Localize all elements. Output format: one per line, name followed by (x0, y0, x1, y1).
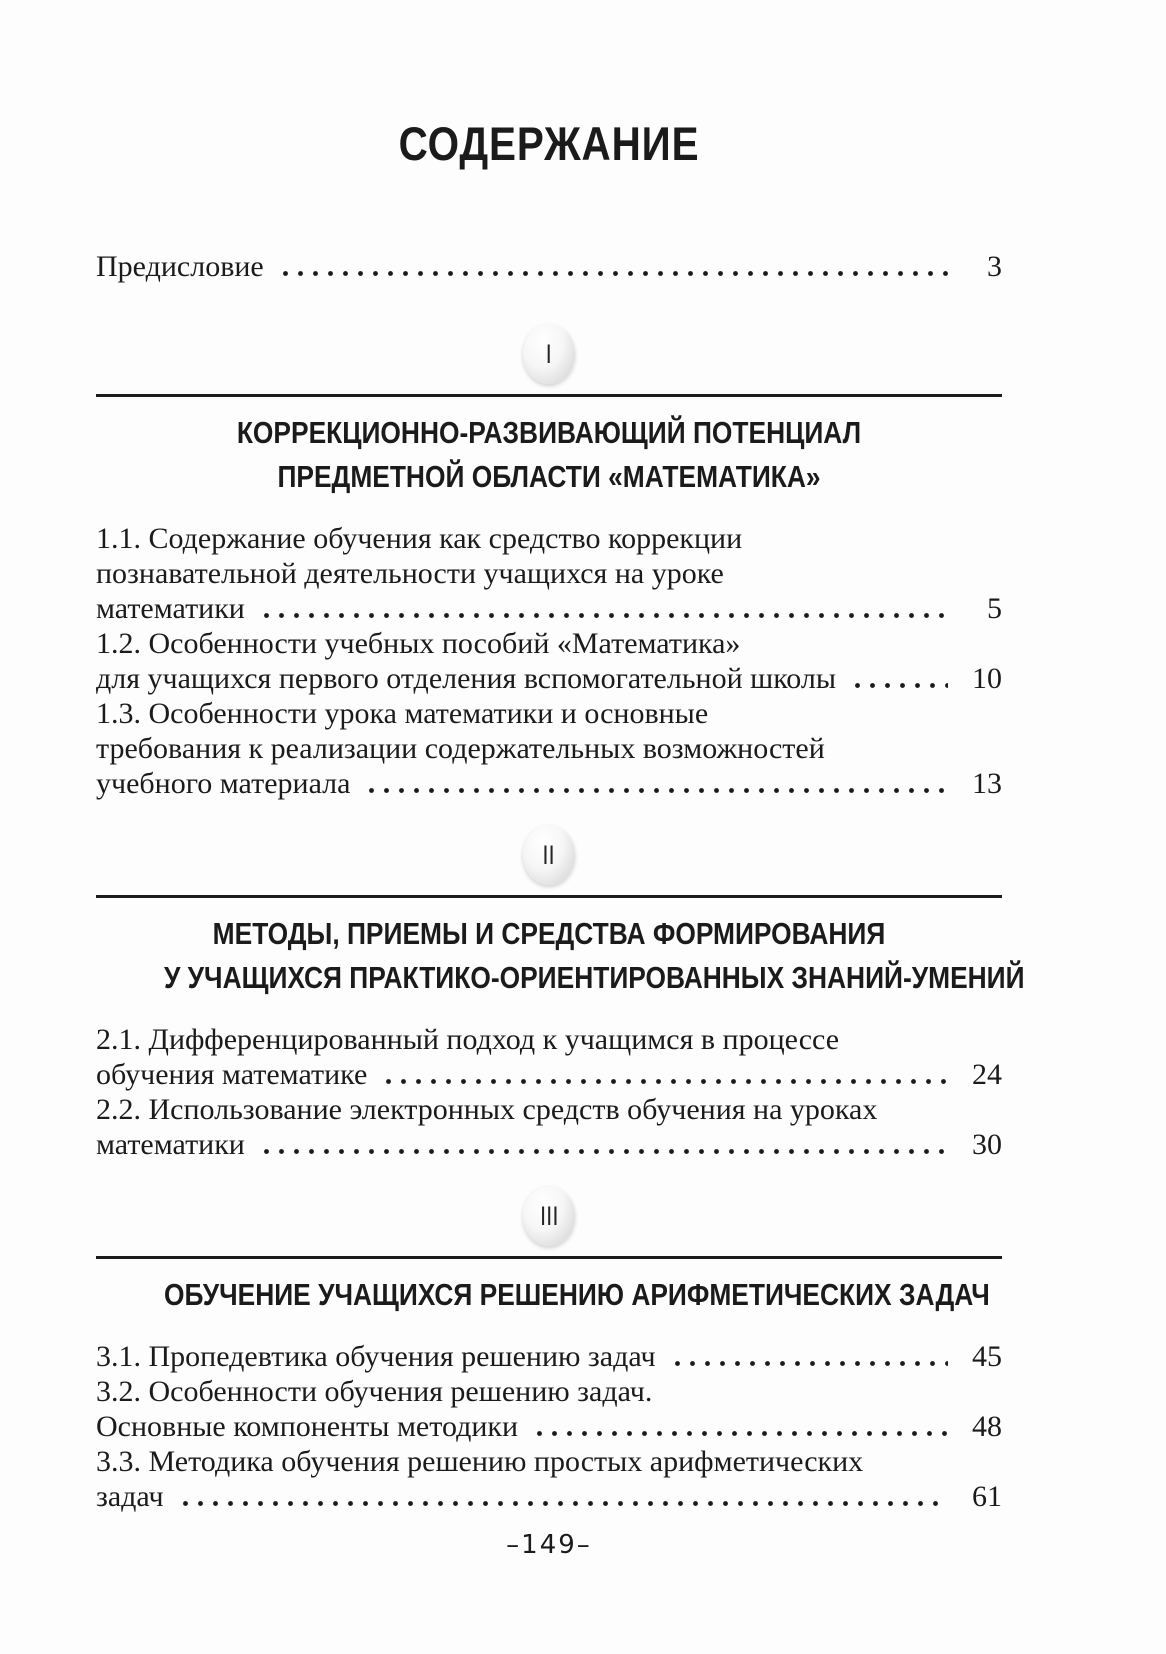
dot-leader (532, 1430, 948, 1437)
toc-page-number: 30 (972, 1128, 1002, 1161)
table-of-contents (96, 249, 1025, 1514)
dot-leader (364, 787, 948, 794)
toc-entry-last-line (96, 766, 1002, 801)
toc-entry-last-line (96, 1409, 1002, 1444)
toc-section-1 (96, 324, 1002, 801)
toc-entry-line: 3.1. Пропедевтика обучения решению задач (96, 1340, 656, 1373)
toc-page-number: 13 (972, 767, 1002, 800)
toc-entry-3-1 (96, 1339, 1002, 1374)
section-2-numeral-badge (523, 825, 575, 885)
toc-entry-line: 3.2. Особенности обучения решению задач. (96, 1375, 653, 1408)
section-1-numeral-badge (523, 324, 575, 384)
section-2-numeral: II (542, 839, 556, 870)
toc-page-number: 3 (987, 250, 1002, 283)
dot-leader (259, 1148, 948, 1155)
dot-leader (278, 270, 948, 277)
toc-entry-line: 1.3. Особенности урока математики и основные (96, 697, 709, 730)
toc-entry-2-2 (96, 1092, 1002, 1162)
toc-entry-2-1 (96, 1022, 1002, 1092)
toc-page-number: 24 (972, 1058, 1002, 1091)
section-1-entries (96, 521, 1002, 801)
toc-entry-label: Предисловие (96, 250, 264, 283)
dot-leader (850, 682, 948, 689)
toc-entry-1-3 (96, 696, 1002, 801)
dot-leader (381, 1078, 948, 1085)
section-2-divider (96, 895, 1002, 898)
toc-entry-line: 3.3. Методика обучения решению простых арифметических (96, 1445, 864, 1478)
toc-entry-last-line (96, 1057, 1002, 1092)
section-2-heading-line: У УЧАЩИХСЯ ПРАКТИКО-ОРИЕНТИРОВАННЫХ ЗНАНИЙ-УМЕНИЙ (163, 960, 1025, 995)
toc-entry-line: 1.2. Особенности учебных пособий «Математика» (96, 627, 741, 660)
toc-page-number: 61 (972, 1480, 1002, 1513)
section-1-heading-line: КОРРЕКЦИОННО-РАЗВИВАЮЩИЙ ПОТЕНЦИАЛ (236, 415, 862, 450)
section-1-numeral: I (545, 338, 553, 369)
footer-page-number: –149– (506, 1530, 592, 1560)
section-3-numeral-badge (523, 1186, 575, 1246)
toc-entry-last-line (96, 591, 1002, 626)
page-title: СОДЕРЖАНИЕ (398, 117, 700, 170)
toc-page-number: 10 (972, 662, 1002, 695)
toc-entry-1-1 (96, 521, 1002, 626)
section-3-entries (96, 1339, 1002, 1514)
toc-entry-1-2 (96, 626, 1002, 696)
section-2-heading (96, 912, 1025, 1000)
toc-page-number: 5 (987, 592, 1002, 625)
toc-entry-line: для учащихся первого отделения вспомогательной школы (96, 662, 837, 695)
toc-entry-3-2 (96, 1374, 1002, 1444)
section-1-heading (96, 411, 1002, 499)
toc-entry-preface (96, 249, 1002, 284)
toc-entry-line: Основные компоненты методики (96, 1410, 519, 1443)
toc-entry-line: задач (96, 1480, 164, 1513)
toc-entry-last-line (96, 1127, 1002, 1162)
dot-leader (259, 612, 948, 619)
toc-entry-line: обучения математике (96, 1058, 368, 1091)
toc-entry-line: 1.1. Содержание обучения как средство коррекции (96, 522, 743, 555)
toc-entry-line: познавательной деятельности учащихся на уроке (96, 557, 724, 590)
toc-page-number: 48 (972, 1410, 1002, 1443)
section-2-entries (96, 1022, 1002, 1162)
section-3-numeral: III (539, 1200, 559, 1231)
toc-entry-line: 2.1. Дифференцированный подход к учащимся в процессе (96, 1023, 840, 1056)
section-2-heading-line: МЕТОДЫ, ПРИЕМЫ И СРЕДСТВА ФОРМИРОВАНИЯ (212, 916, 886, 951)
toc-entry-line: учебного материала (96, 767, 351, 800)
toc-entry-last-line (96, 1339, 1002, 1374)
section-1-divider (96, 394, 1002, 397)
toc-section-3 (96, 1186, 1002, 1514)
toc-entry-last-line (96, 1479, 1002, 1514)
toc-entry-line: математики (96, 1128, 245, 1161)
section-3-heading-line: ОБУЧЕНИЕ УЧАЩИХСЯ РЕШЕНИЮ АРИФМЕТИЧЕСКИХ ЗАДАЧ (163, 1277, 990, 1312)
toc-entry-line: требования к реализации содержательных возможностей (96, 732, 825, 765)
toc-entry-3-3 (96, 1444, 1002, 1514)
toc-entry-line: 2.2. Использование электронных средств обучения на уроках (96, 1093, 878, 1126)
dot-leader (178, 1500, 948, 1507)
toc-page-number: 45 (972, 1340, 1002, 1373)
section-1-heading-line: ПРЕДМЕТНОЙ ОБЛАСТИ «МАТЕМАТИКА» (277, 459, 821, 494)
toc-section-2 (96, 825, 1025, 1162)
section-3-divider (96, 1256, 1002, 1259)
toc-entry-line: математики (96, 592, 245, 625)
toc-entry-last-line (96, 661, 1002, 696)
dot-leader (670, 1360, 948, 1367)
section-3-heading (96, 1273, 1002, 1317)
